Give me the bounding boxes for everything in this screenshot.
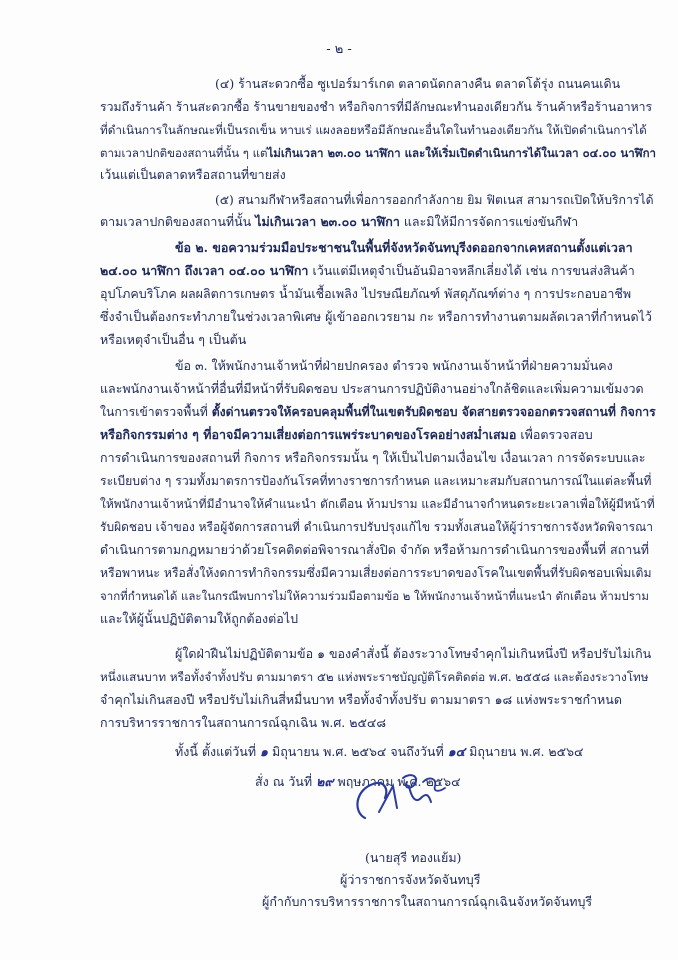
order-date-suffix: พฤษภาคม พ.ศ. ๒๕๖๔ [337,774,461,789]
para5-line2 [100,212,578,232]
clause3-line12: และให้ผู้นั้นปฏิบัติตามให้ถูกต้องต่อไป [100,611,298,626]
clause2-line2-bold: ๒๔.๐๐ นาฬิกา ถึงเวลา ๐๔.๐๐ นาฬิกา [100,263,309,278]
signer-title: ผู้ว่าราชการจังหวัดจันทบุรี [340,872,481,887]
order-date-day: ๒๙ [316,774,334,789]
para4-line2: รวมถึงร้านค้า ร้านสะดวกซื้อ ร้านขายของชำ หรือกิจการที่มีลักษณะทำนองเดียวกัน ร้านค้าหรือร้านอาหาร [100,100,653,114]
clause3-line6: ระเบียบต่าง ๆ รวมทั้งมาตรการป้องกันโรคที่ทางราชการกำหนด และเหมาะสมกับสถานการณ์ในแต่ละพื้นที่ [100,474,652,488]
clause3-line2: และพนักงานเจ้าหน้าที่อื่นที่มีหน้าที่รับผิดชอบ ประสานการปฏิบัติงานอย่างใกล้ชิดและเพิ่มความเข้มงวด [100,381,644,396]
clause3-line7: ให้พนักงานเจ้าหน้าที่มีอำนาจให้คำแนะนำ ตักเตือน ห้ามปราม และมีอำนาจกำหนดระยะเวลาเพื่อให้ผู้มีหน้าที่ [100,497,655,511]
clause2-line1: ข้อ ๒. ขอความร่วมมือประชาชนในพื้นที่จังหวัดจันทบุรีงดออกจากเคหสถานตั้งแต่เวลา [175,240,633,255]
effective-middle: มิถุนายน พ.ศ. ๒๕๖๔ จนถึงวันที่ [271,744,444,759]
clause3-line4-normal: เพื่อตรวจสอบ [520,427,593,442]
signer-name: (นายสุรี ทองแย้ม) [365,850,462,865]
clause3-line4 [100,425,593,445]
para4-line4-bold: ไม่เกินเวลา ๒๓.๐๐ นาฬิกา และให้เริ่มเปิดดำเนินการได้ในเวลา ๐๔.๐๐ นาฬิกา [267,146,656,160]
clause3-line1: ข้อ ๓. ให้พนักงานเจ้าหน้าที่ฝ่ายปกครอง ตำรวจ พนักงานเจ้าหน้าที่ฝ่ายความมั่นคง [175,358,613,373]
para4-line5: เว้นแต่เป็นตลาดหรือสถานที่ขายส่ง [100,167,286,182]
para4-line3: ที่ดำเนินการในลักษณะที่เป็นรถเข็น หาบเร่ แผงลอยหรือมีลักษณะอื่นใดในทำนองเดียวกัน ให้เปิดดำเนินการได้ [100,123,647,137]
clause3-line3-bold: ตั้งด่านตรวจให้ครอบคลุมพื้นที่ในเขตรับผิดชอบ จัดสายตรวจออกตรวจสถานที่ กิจการ [211,404,656,419]
effective-prefix: ทั้งนี้ ตั้งแต่วันที่ [175,744,257,759]
clause3-line8: รับผิดชอบ เจ้าของ หรือผู้จัดการสถานที่ ดำเนินการปรับปรุงแก้ไข รวมทั้งเสนอให้ผู้ว่าราชการจังหวัดพิจารณา [100,520,653,534]
effective-period [175,742,583,762]
clause2-line3: อุปโภคบริโภค ผลผลิตการเกษตร น้ำมันเชื้อเพลิง ไปรษณียภัณฑ์ พัสดุภัณฑ์ต่าง ๆ การประกอบอาชีพ [100,286,632,301]
clause2-line4: ซึ่งจำเป็นต้องกระทำภายในช่วงเวลาพิเศษ ผู้เข้าออกเวรยาม กะ หรือการทำงานตามผลัดเวลาที่กำหนดไว้ [100,309,652,324]
effective-end-day: ๑๔ [447,744,466,759]
clause2-line2-normal: เว้นแต่มีเหตุจำเป็นอันมิอาจหลีกเลี่ยงได้ เช่น การขนส่งสินค้า [312,263,635,278]
signer-title-emergency: ผู้กำกับการบริหารราชการในสถานการณ์ฉุกเฉินจังหวัดจันทบุรี [262,894,593,909]
order-date-prefix: สั่ง ณ วันที่ [255,774,313,789]
page-number: - ๒ - [326,42,352,57]
clause3-line5: การดำเนินการของสถานที่ กิจการ หรือกิจกรรมนั้น ๆ ให้เป็นไปตามเงื่อนไข เงื่อนเวลา การจัดระบบและ [100,450,646,465]
para5-line2-normal: ตามเวลาปกติของสถานที่นั้น [100,214,252,229]
para4-line4 [100,143,656,163]
penalty-line1: ผู้ใดฝ่าฝืนไม่ปฏิบัติตามข้อ ๑ ของคำสั่งนี้ ต้องระวางโทษจำคุกไม่เกินหนึ่งปี หรือปรับไม่เกิน [175,646,652,661]
para5-line1: (๕) สนามกีฬาหรือสถานที่เพื่อการออกกำลังกาย ยิม ฟิตเนส สามารถเปิดให้บริการได้ [215,193,654,207]
penalty-line2: หนึ่งแสนบาท หรือทั้งจำทั้งปรับ ตามมาตรา ๕๒ แห่งพระราชบัญญัติโรคติดต่อ พ.ศ. ๒๕๕๘ และต้องระวางโทษ [100,670,649,684]
clause3-line9: ดำเนินการตามกฎหมายว่าด้วยโรคติดต่อพิจารณาสั่งปิด จำกัด หรือห้ามการดำเนินการของพื้นที่ สถานที่ [100,542,649,557]
clause2-line5: หรือเหตุจำเป็นอื่น ๆ เป็นต้น [100,332,247,347]
para4-line4-normal: ตามเวลาปกติของสถานที่นั้น ๆ แต่ [100,146,268,160]
clause2-line2 [100,261,635,281]
clause3-line3-normal: ในการเข้าตรวจพื้นที่ [100,405,208,419]
effective-start-day: ๑ [260,744,268,759]
clause3-line11: จากที่กำหนดได้ และในกรณีพบการไม่ให้ความร่วมมือตามข้อ ๒ ให้พนักงานเจ้าหน้าที่แนะนำ ตักเตือน ห้ามปราม [100,589,649,603]
penalty-line3: จำคุกไม่เกินสองปี หรือปรับไม่เกินสี่หมื่นบาท หรือทั้งจำทั้งปรับ ตามมาตรา ๑๘ แห่งพระราชกำหนด [100,692,622,707]
penalty-line4: การบริหารราชการในสถานการณ์ฉุกเฉิน พ.ศ. ๒๕๔๘ [100,715,387,730]
para5-line2-bold: ไม่เกินเวลา ๒๓.๐๐ นาฬิกา [255,214,400,229]
para5-line2-end: และมิให้มีการจัดการแข่งขันกีฬา [403,214,579,229]
para4-line1: (๔) ร้านสะดวกซื้อ ซูเปอร์มาร์เกต ตลาดนัดกลางคืน ตลาดโต้รุ่ง ถนนคนเดิน [215,76,621,91]
effective-suffix: มิถุนายน พ.ศ. ๒๕๖๔ [469,744,584,759]
clause3-line3 [100,402,656,422]
clause3-line10: หรือพาหนะ หรือสั่งให้งดการทำกิจกรรมซึ่งมีความเสี่ยงต่อการระบาดของโรคในเขตพื้นที่รับผิดชอบเพิ่มเติม [100,566,652,580]
clause3-line4-bold: หรือกิจกรรมต่าง ๆ ที่อาจมีความเสี่ยงต่อการแพร่ระบาดของโรคอย่างสม่ำเสมอ [100,427,517,442]
handwritten-signature [345,768,455,826]
